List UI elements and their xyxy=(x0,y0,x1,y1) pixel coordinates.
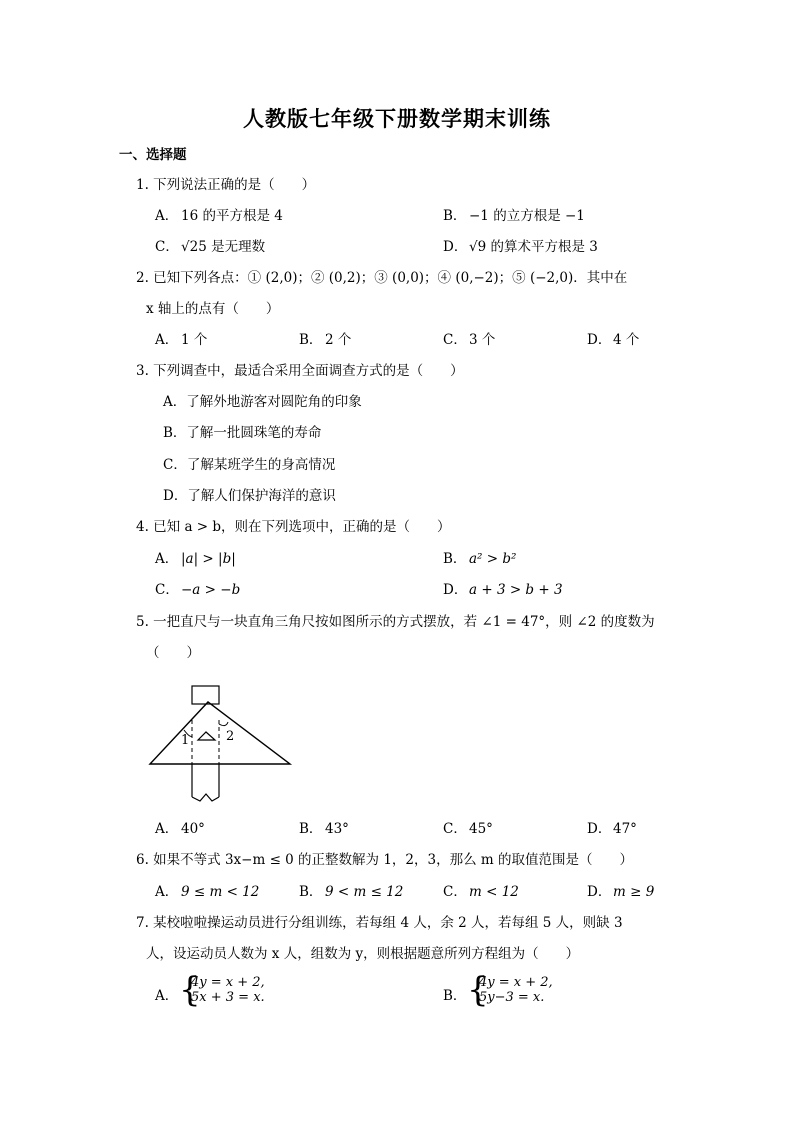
option-text: a² > b² xyxy=(469,551,517,567)
option-key: B． xyxy=(443,208,467,224)
question-2-option-a[interactable] xyxy=(155,330,207,350)
question-3-option-b[interactable]: B．了解一批圆珠笔的寿命 xyxy=(163,425,322,441)
option-key: C． xyxy=(155,239,179,255)
question-4-stem: 4. 已知 a > b，则在下列选项中，正确的是（ ） xyxy=(136,519,451,535)
option-text: 45° xyxy=(469,821,493,837)
option-text: 16 的平方根是 4 xyxy=(181,208,283,224)
option-key: D． xyxy=(587,884,612,900)
option-key: A． xyxy=(155,208,179,224)
equation-system xyxy=(191,975,265,1005)
option-key: B． xyxy=(443,551,467,567)
option-text: 3 个 xyxy=(469,332,496,348)
question-7-stem-line-1: 7. 某校啦啦操运动员进行分组训练，若每组 4 人，余 2 人，若每组 5 人，则缺 3 xyxy=(136,915,623,931)
question-1-option-a[interactable] xyxy=(155,206,283,226)
equation-2: 5y−3 = x. xyxy=(479,990,545,1005)
option-text: 9 ≤ m < 12 xyxy=(181,884,260,900)
option-key: B． xyxy=(299,332,323,348)
ruler-torn-end xyxy=(192,794,219,801)
option-key: D． xyxy=(443,239,468,255)
option-text: 4 个 xyxy=(613,332,640,348)
equation-system xyxy=(479,975,553,1005)
option-text: m ≥ 9 xyxy=(613,884,655,900)
question-6-stem: 6. 如果不等式 3x−m ≤ 0 的正整数解为 1，2，3，那么 m 的取值范围是（ ） xyxy=(136,852,633,868)
option-text: m < 12 xyxy=(469,884,519,900)
triangle-hole xyxy=(198,732,215,740)
question-4-option-a[interactable] xyxy=(155,549,236,569)
option-text: 40° xyxy=(181,821,205,837)
question-4-option-c[interactable] xyxy=(155,580,240,600)
page-title: 人教版七年级下册数学期末训练 xyxy=(243,107,551,131)
option-text: |a| > |b| xyxy=(181,551,236,567)
equation-2: 5x + 3 = x. xyxy=(191,990,265,1005)
option-text: a + 3 > b + 3 xyxy=(469,582,563,598)
equation-1: 4y = x + 2, xyxy=(479,975,553,990)
question-6-option-b[interactable] xyxy=(299,882,403,902)
question-5-stem-line-2: （ ） xyxy=(146,645,200,661)
option-text: 2 个 xyxy=(325,332,352,348)
question-3-option-c[interactable]: C．了解某班学生的身高情况 xyxy=(163,457,336,473)
ruler-triangle-figure xyxy=(140,680,300,805)
question-3-option-d[interactable]: D．了解人们保护海洋的意识 xyxy=(163,488,336,504)
question-2-option-c[interactable] xyxy=(443,330,495,350)
question-1-stem: 1. 下列说法正确的是（ ） xyxy=(136,177,316,193)
option-text: 9 < m ≤ 12 xyxy=(325,884,404,900)
question-1-option-b[interactable] xyxy=(443,206,585,226)
question-4-option-d[interactable] xyxy=(443,580,563,600)
angle-2-label: 2 xyxy=(226,729,235,744)
question-6-option-c[interactable] xyxy=(443,882,519,902)
option-text: 47° xyxy=(613,821,637,837)
option-key: B． xyxy=(443,988,467,1004)
option-text: −a > −b xyxy=(181,582,241,598)
question-7-stem-line-2: 人，设运动员人数为 x 人，组数为 y，则根据题意所列方程组为（ ） xyxy=(146,946,580,962)
question-6-option-a[interactable] xyxy=(155,882,259,902)
angle-1-label: 1 xyxy=(181,733,190,748)
question-5-option-c[interactable] xyxy=(443,819,493,839)
option-key: B． xyxy=(299,821,323,837)
option-key: C． xyxy=(443,332,467,348)
triangle-outline xyxy=(150,702,290,764)
question-5-option-d[interactable] xyxy=(587,819,637,839)
brace-icon: { xyxy=(179,970,201,1010)
angle-2-arc xyxy=(219,722,228,726)
question-1-option-c[interactable] xyxy=(155,237,265,257)
option-key: D． xyxy=(587,821,612,837)
ruler-top xyxy=(192,686,219,704)
question-3-stem: 3. 下列调查中，最适合采用全面调查方式的是（ ） xyxy=(136,363,464,379)
option-key: C． xyxy=(443,821,467,837)
option-text: 1 个 xyxy=(181,332,208,348)
option-key: C． xyxy=(443,884,467,900)
question-6-option-d[interactable] xyxy=(587,882,654,902)
equation-1: 4y = x + 2, xyxy=(191,975,265,990)
option-key: A． xyxy=(155,551,179,567)
option-key: D． xyxy=(443,582,468,598)
option-text: 43° xyxy=(325,821,349,837)
option-key: A． xyxy=(155,332,179,348)
question-2-option-b[interactable] xyxy=(299,330,351,350)
question-1-option-d[interactable] xyxy=(443,237,598,257)
question-2-option-d[interactable] xyxy=(587,330,639,350)
question-7-option-b[interactable] xyxy=(443,970,583,1010)
option-text: −1 的立方根是 −1 xyxy=(469,208,585,224)
question-5-option-a[interactable] xyxy=(155,819,205,839)
brace-icon: { xyxy=(467,970,489,1010)
question-3-option-a[interactable]: A．了解外地游客对圆陀角的印象 xyxy=(163,394,362,410)
option-text: √9 的算术平方根是 3 xyxy=(469,239,598,255)
question-2-stem-line-1: 2. 已知下列各点：① (2,0)；② (0,2)；③ (0,0)；④ (0,−2)；⑤ (−2,0)．其中在 xyxy=(136,270,628,286)
section-heading: 一、选择题 xyxy=(119,147,187,163)
option-key: A． xyxy=(155,821,179,837)
option-text: √25 是无理数 xyxy=(181,239,266,255)
option-key: D． xyxy=(587,332,612,348)
question-5-option-b[interactable] xyxy=(299,819,349,839)
option-key: C． xyxy=(155,582,179,598)
question-7-option-a[interactable] xyxy=(155,970,295,1010)
option-key: A． xyxy=(155,988,179,1004)
question-2-stem-line-2: x 轴上的点有（ ） xyxy=(146,301,280,317)
option-key: B． xyxy=(299,884,323,900)
question-4-option-b[interactable] xyxy=(443,549,516,569)
question-5-stem-line-1: 5. 一把直尺与一块直角三角尺按如图所示的方式摆放，若 ∠1 = 47°，则 ∠2 的度数为 xyxy=(136,614,655,630)
option-key: A． xyxy=(155,884,179,900)
